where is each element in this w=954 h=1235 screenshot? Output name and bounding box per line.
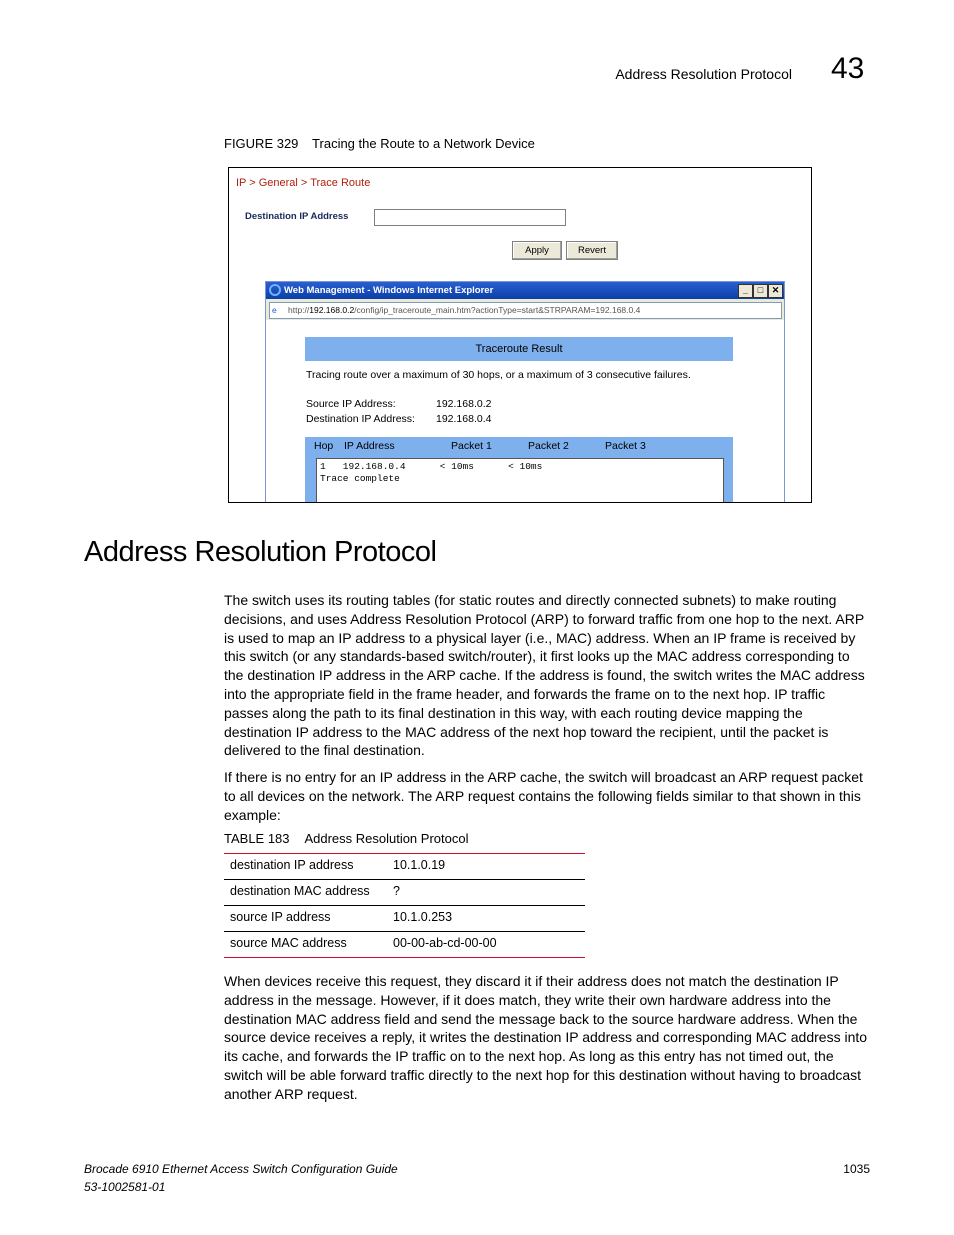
section-title: Address Resolution Protocol (84, 536, 437, 568)
table-caption (224, 831, 468, 846)
page-icon: e (272, 305, 277, 315)
table-row (224, 932, 585, 958)
ie-titlebar (266, 282, 784, 299)
minimize-icon[interactable]: _ (738, 284, 753, 298)
tracing-text: Tracing route over a maximum of 30 hops, or a maximum of 3 consecutive failures. (306, 369, 691, 381)
destination-ip-label: Destination IP Address (245, 211, 349, 222)
footer-doc-id: 53-1002581-01 (84, 1180, 166, 1194)
source-ip-label: Source IP Address: (306, 398, 396, 410)
running-header: Address Resolution Protocol (615, 66, 792, 82)
ie-logo-icon (269, 284, 281, 296)
table-row (224, 906, 585, 932)
figure-title: Tracing the Route to a Network Device (312, 136, 535, 151)
destination-ip-label-2: Destination IP Address: (306, 413, 415, 425)
table-row (224, 853, 585, 880)
table-row (224, 880, 585, 906)
ie-window-title: Web Management - Windows Internet Explorer (284, 285, 494, 296)
page-number: 1035 (843, 1162, 870, 1176)
figure-screenshot (228, 167, 812, 503)
col-packet-3: Packet 3 (605, 440, 646, 452)
field-name: destination IP address (230, 858, 354, 872)
breadcrumb[interactable]: IP > General > Trace Route (236, 177, 371, 189)
ie-page-content (266, 320, 784, 503)
revert-button[interactable]: Revert (566, 241, 618, 260)
apply-button[interactable]: Apply (512, 241, 562, 260)
field-name: source MAC address (230, 936, 347, 950)
table-label: TABLE 183 (224, 831, 290, 846)
col-ip-address: IP Address (344, 440, 395, 452)
url-host: 192.168.0.2 (309, 305, 355, 315)
footer-guide-title: Brocade 6910 Ethernet Access Switch Configuration Guide (84, 1162, 398, 1176)
field-name: destination MAC address (230, 884, 370, 898)
field-value: 10.1.0.19 (393, 858, 446, 872)
close-icon[interactable]: ✕ (768, 284, 783, 298)
url-path: /config/ip_traceroute_main.htm?actionType=start&STRPARAM=192.168.0.4 (354, 305, 641, 315)
paragraph: The switch uses its routing tables (for static routes and directly connected subnets) to make routing decisions, and uses Address Resolution Protocol (ARP) to forward traffic from one hop to the next. ARP is used to map an IP address to a physical layer (i.e., MAC) address. When an IP frame is received by this switch (or any standards-based switch/router), it first looks up the MAC address corresponding to the destination IP address in the ARP cache. If the address is found, the switch writes the MAC address into the appropriate field in the frame header, and forwards the frame on to the next hop. IP traffic passes along the path to its final destination in this way, with each routing device mapping the destination IP address to the MAC address of the next hop toward the recipient, until the packet is delivered to the final destination. (224, 592, 865, 759)
field-value: ? (393, 884, 400, 898)
url-prefix: http:// (288, 305, 310, 315)
figure-label: FIGURE 329 (224, 136, 299, 151)
table-title: Address Resolution Protocol (304, 831, 469, 846)
paragraph: If there is no entry for an IP address in the ARP cache, the switch will broadcast an ARP request packet to all devices on the network. The ARP request contains the following fields similar to that shown in this example: (224, 769, 863, 823)
destination-ip-input[interactable] (374, 209, 566, 226)
field-name: source IP address (230, 910, 331, 924)
result-line: Trace complete (320, 473, 400, 484)
result-table (305, 437, 733, 503)
maximize-icon[interactable]: □ (753, 284, 768, 298)
field-value: 00-00-ab-cd-00-00 (393, 936, 497, 950)
arp-table (224, 853, 585, 958)
source-ip-value: 192.168.0.2 (436, 398, 492, 410)
result-line: 1 192.168.0.4 < 10ms < 10ms (320, 461, 543, 472)
col-packet-1: Packet 1 (451, 440, 492, 452)
destination-ip-value: 192.168.0.4 (436, 413, 492, 425)
chapter-number: 43 (831, 52, 865, 85)
field-value: 10.1.0.253 (393, 910, 453, 924)
paragraph: When devices receive this request, they discard it if their address does not match the destination IP address in the message. However, if it does match, they write their own hardware address into the destination MAC address field and send the message back to the source hardware address. When the source device receives a reply, it writes the destination IP address and corresponding MAC address into its cache, and forwards the IP traffic on to the next hop. As long as this entry has not timed out, the switch will be able forward traffic directly to the next hop for this destination without having to broadcast another ARP request. (224, 973, 868, 1102)
figure-caption (224, 136, 535, 151)
traceroute-result-heading: Traceroute Result (305, 337, 733, 361)
col-packet-2: Packet 2 (528, 440, 569, 452)
result-textarea[interactable] (316, 458, 724, 503)
ie-popup-window (265, 281, 785, 503)
address-bar[interactable] (269, 302, 782, 319)
col-hop: Hop (314, 440, 334, 452)
